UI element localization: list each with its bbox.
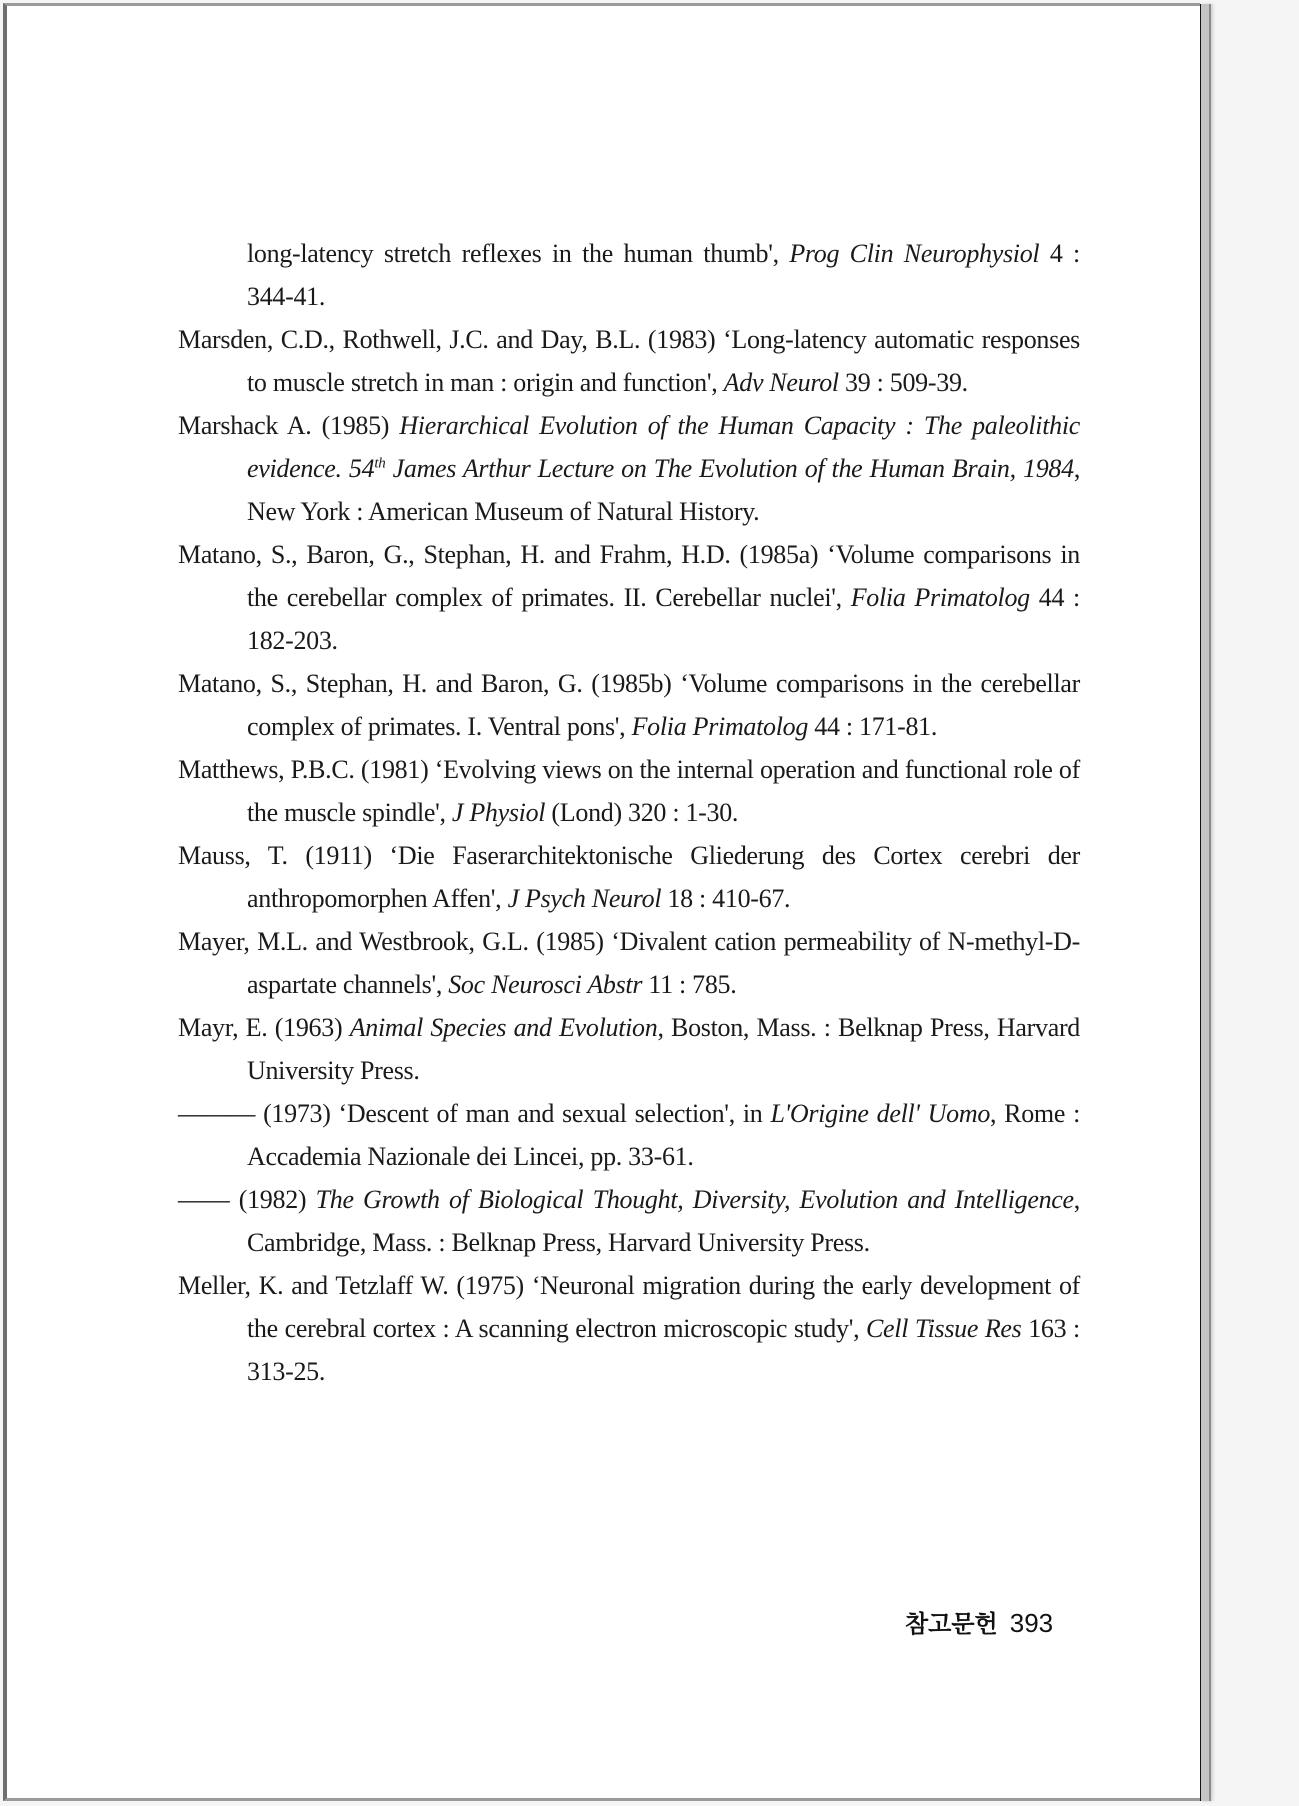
reference-text: (Lond) 320 : 1-30. bbox=[545, 798, 739, 827]
reference-text: 18 : 410-67. bbox=[661, 884, 791, 913]
reference-entry bbox=[178, 1178, 1080, 1264]
reference-text: 44 : 182-203. bbox=[247, 583, 1080, 655]
section-label: 참고문헌 bbox=[905, 1610, 998, 1638]
reference-title-italic: th bbox=[374, 455, 386, 472]
reference-entry bbox=[178, 1264, 1080, 1393]
reference-text: 39 : 509-39. bbox=[838, 368, 968, 397]
reference-text: —— (1982) bbox=[178, 1185, 316, 1214]
reference-text: , New York : American Museum of Natural History. bbox=[247, 454, 1081, 526]
reference-title-italic: Hierarchical Evolution of the Human Capacity : The paleolithic evidence. 54 bbox=[247, 411, 1080, 483]
reference-text: Matthews, P.B.C. (1981) ‘Evolving views on the internal operation and functional role of the muscle spindle', bbox=[178, 755, 1080, 827]
reference-title-italic: Folia Primatolog bbox=[631, 712, 809, 741]
page-edge bbox=[1200, 4, 1211, 1801]
reference-list bbox=[178, 232, 1080, 1393]
reference-entry bbox=[178, 834, 1080, 920]
reference-entry bbox=[178, 920, 1080, 1006]
reference-entry bbox=[178, 533, 1080, 662]
reference-text: , Boston, Mass. : Belknap Press, Harvard University Press. bbox=[247, 1013, 1080, 1085]
reference-title-italic: Adv Neurol bbox=[723, 368, 839, 397]
reference-text: Mayr, E. (1963) bbox=[178, 1013, 350, 1042]
reference-entry bbox=[178, 404, 1080, 533]
reference-title-italic: Prog Clin Neurophysiol bbox=[789, 239, 1040, 268]
reference-text: 163 : 313-25. bbox=[247, 1314, 1080, 1386]
reference-text: Marsden, C.D., Rothwell, J.C. and Day, B.L. (1983) ‘Long-latency automatic responses to muscle stretch in man : origin and function', bbox=[178, 325, 1080, 397]
reference-text: Mayer, M.L. and Westbrook, G.L. (1985) ‘Divalent cation permeability of N-methyl-D-aspartate channels', bbox=[178, 927, 1080, 999]
reference-title-italic: J Psych Neurol bbox=[507, 884, 662, 913]
reference-title-italic: The Growth of Biological Thought, Diversity, Evolution and Intelligence bbox=[315, 1185, 1074, 1214]
reference-text: , Cambridge, Mass. : Belknap Press, Harvard University Press. bbox=[247, 1185, 1080, 1257]
reference-text: 44 : 171-81. bbox=[808, 712, 938, 741]
reference-title-italic: Cell Tissue Res bbox=[866, 1314, 1022, 1343]
reference-entry bbox=[178, 662, 1080, 748]
reference-text: Marshack A. (1985) bbox=[178, 411, 400, 440]
reference-text: long-latency stretch reflexes in the human thumb', bbox=[247, 239, 790, 268]
reference-text: ——— (1973) ‘Descent of man and sexual selection', in bbox=[178, 1099, 771, 1128]
page-footer bbox=[905, 1604, 1053, 1639]
reference-entry bbox=[178, 748, 1080, 834]
reference-text: Mauss, T. (1911) ‘Die Faserarchitektonische Gliederung des Cortex cerebri der anthropomorphen Affen', bbox=[178, 841, 1080, 913]
reference-text: 11 : 785. bbox=[642, 970, 737, 999]
reference-entry bbox=[178, 318, 1080, 404]
reference-title-italic: J Physiol bbox=[451, 798, 546, 827]
reference-text: Matano, S., Baron, G., Stephan, H. and Frahm, H.D. (1985a) ‘Volume comparisons in the cerebellar complex of primates. II. Cerebellar nuclei', bbox=[178, 540, 1080, 612]
reference-text: Meller, K. and Tetzlaff W. (1975) ‘Neuronal migration during the early development of the cerebral cortex : A scanning electron microscopic study', bbox=[178, 1271, 1080, 1343]
reference-text: Matano, S., Stephan, H. and Baron, G. (1985b) ‘Volume comparisons in the cerebellar complex of primates. I. Ventral pons', bbox=[178, 669, 1080, 741]
reference-entry bbox=[178, 1006, 1080, 1092]
page-number: 393 bbox=[1009, 1608, 1054, 1638]
reference-title-italic: Animal Species and Evolution bbox=[349, 1013, 658, 1042]
reference-entry bbox=[178, 232, 1080, 318]
reference-title-italic: L'Origine dell' Uomo bbox=[770, 1099, 991, 1128]
reference-text: 4 : 344-41. bbox=[247, 239, 1080, 311]
reference-entry bbox=[178, 1092, 1080, 1178]
reference-title-italic: James Arthur Lecture on The Evolution of the Human Brain, 1984 bbox=[385, 454, 1074, 483]
reference-title-italic: Folia Primatolog bbox=[850, 583, 1030, 612]
reference-text: , Rome : Accademia Nazionale dei Lincei, pp. 33-61. bbox=[247, 1099, 1080, 1171]
reference-title-italic: Soc Neurosci Abstr bbox=[448, 970, 643, 999]
